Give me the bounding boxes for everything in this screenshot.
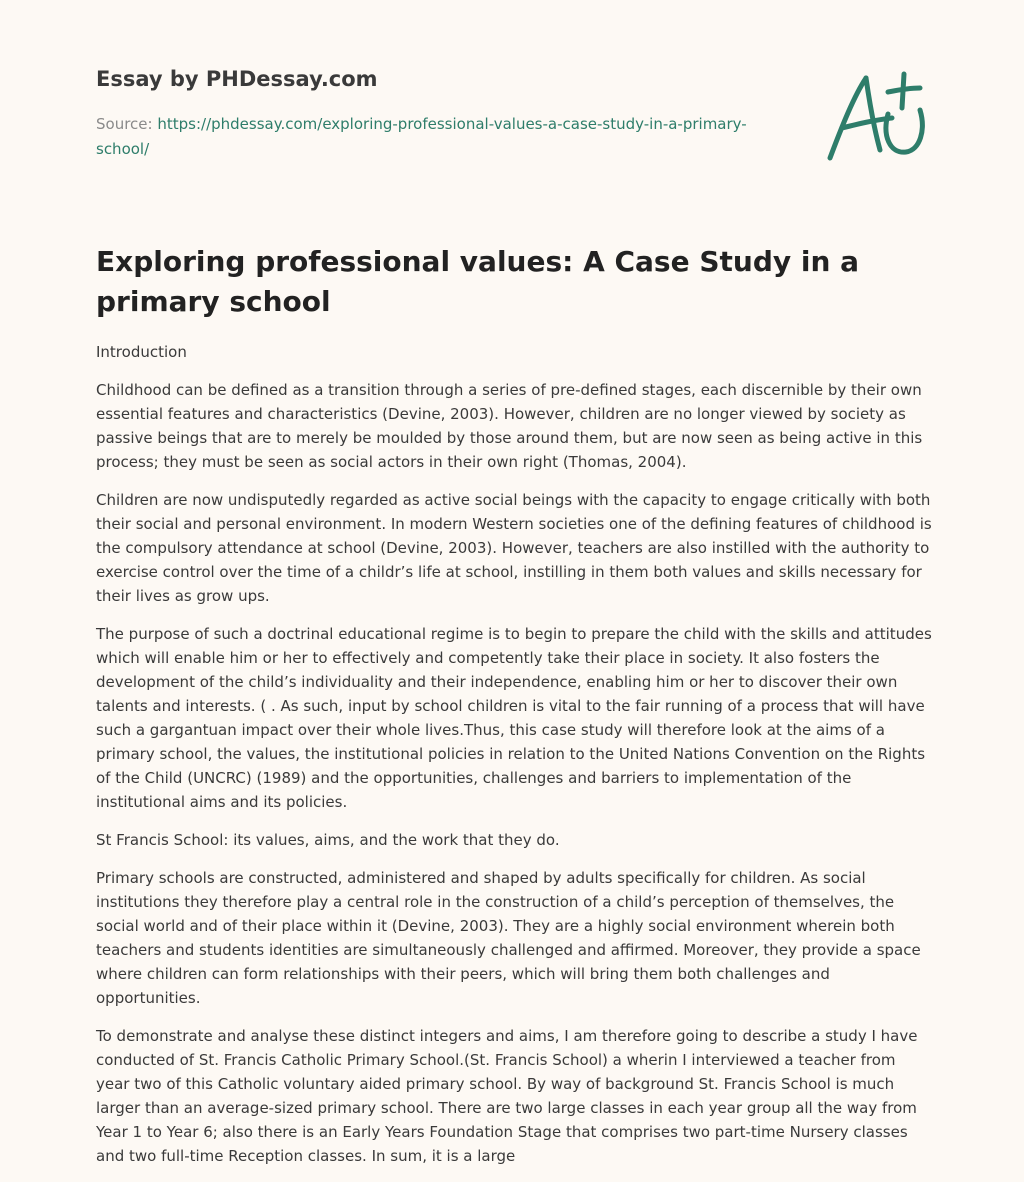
paragraph: To demonstrate and analyse these distinct integers and aims, I am therefore going to describe a study I have conducted of St. Francis Catholic Primary School.(St. Francis School) a wherin I interviewed a teacher from year two of this Catholic voluntary aided primary school. By way of background St. Francis School is much larger than an average-sized primary school. There are two large classes in each year group all the way from Year 1 to Year 6; also there is an Early Years Foundation Stage that comprises two part-time Nursery classes and two full-time Reception classes. In sum, it is a large	[96, 1027, 918, 1165]
paragraph: The purpose of such a doctrinal educational regime is to begin to prepare the child with the skills and attitudes which will enable him or her to effectively and competently take their place in society. It also fosters the development of the child’s individuality and their independence, enabling him or her to discover their own talents and interests. ( . As such, input by school children is vital to the fair running of a process that will have such a gargantuan impact over their whole lives.Thus, this case study will therefore look at the aims of a primary school, the values, the institutional policies in relation to the United Nations Convention on the Rights of the Child (UNCRC) (1989) and the opportunities, challenges and barriers to implementation of the institutional aims and its policies.	[96, 625, 932, 811]
paragraph-intro-heading: Introduction	[96, 343, 187, 361]
site-title: Essay by PHDessay.com	[96, 67, 378, 91]
paragraph: Childhood can be defined as a transition through a series of pre-defined stages, each discernible by their own essential features and characteristics (Devine, 2003). However, children are no longer viewed by society as passive beings that are to merely be moulded by those around them, but are now seen as being active in this process; they must be seen as social actors in their own right (Thomas, 2004).	[96, 381, 923, 471]
paragraph: Children are now undisputedly regarded as active social beings with the capacity to engage critically with both their social and personal environment. In modern Western societies one of the defining features of childhood is the compulsory attendance at school (Devine, 2003). However, teachers are also instilled with the authority to exercise control over the time of a childr’s life at school, instilling in them both values and skills necessary for their lives as grow ups.	[96, 491, 932, 605]
paragraph: Primary schools are constructed, administered and shaped by adults specifically for children. As social institutions they therefore play a central role in the construction of a child’s perception of themselves, the social world and of their place within it (Devine, 2003). They are a highly social environment wherein both teachers and students identities are simultaneously challenged and affirmed. Moreover, they provide a space where children can form relationships with their peers, which will bring them both challenges and opportunities.	[96, 869, 921, 1007]
document-page	[96, 66, 932, 1182]
a-plus-logo-icon	[822, 66, 932, 166]
document-title: Exploring professional values: A Case Study in a primary school	[96, 245, 860, 318]
source-label: Source:	[96, 115, 153, 133]
source-line	[96, 112, 786, 162]
paragraph-section-heading: St Francis School: its values, aims, and the work that they do.	[96, 831, 560, 849]
source-link[interactable]: https://phdessay.com/exploring-professional-values-a-case-study-in-a-primary-school/	[96, 115, 747, 158]
document-body	[96, 340, 932, 1168]
